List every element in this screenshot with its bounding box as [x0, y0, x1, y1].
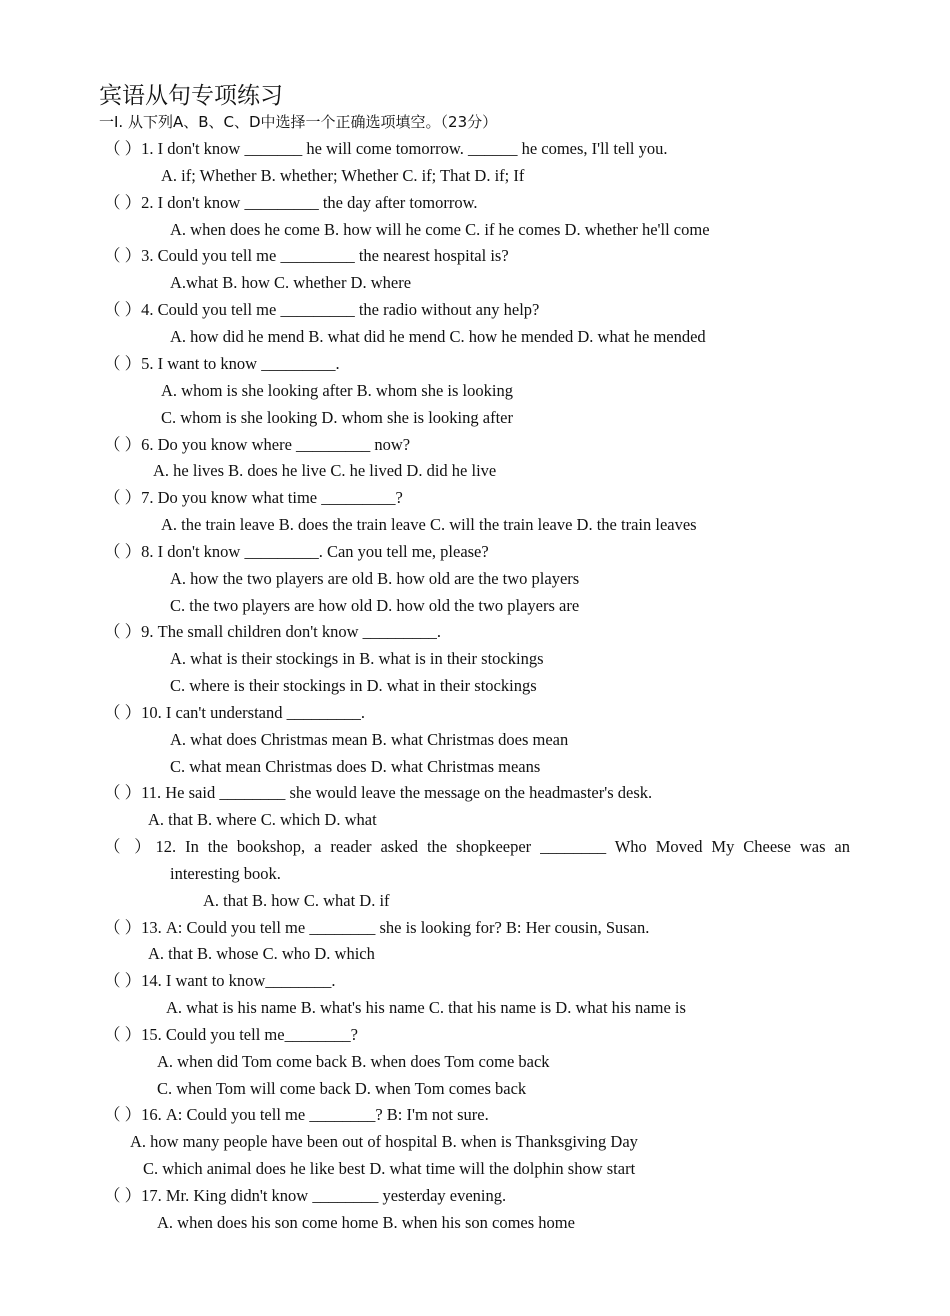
options-line: A. that B. whose C. who D. which [148, 944, 375, 963]
question-line: （ ）11. He said ________ she would leave the message on the headmaster's desk. [104, 783, 653, 802]
question-line: （ ）7. Do you know what time _________? [104, 488, 403, 507]
question-continuation: interesting book. [170, 864, 281, 883]
options-line: A.what B. how C. whether D. where [170, 273, 412, 292]
question-line: （ ）16. A: Could you tell me ________? B: I'm not sure. [104, 1105, 489, 1124]
question-line: （ ）9. The small children don't know _________. [104, 622, 442, 641]
options-line: A. he lives B. does he live C. he lived D. did he live [153, 461, 497, 480]
options-line: A. what is their stockings in B. what is in their stockings [170, 649, 544, 668]
question-line: （ ）6. Do you know where _________ now? [104, 435, 411, 454]
options-line: C. the two players are how old D. how old the two players are [170, 596, 580, 615]
options-line: C. which animal does he like best D. what time will the dolphin show start [143, 1159, 636, 1178]
question-line: （ ）17. Mr. King didn't know ________ yesterday evening. [104, 1186, 507, 1205]
options-line: C. when Tom will come back D. when Tom comes back [157, 1079, 527, 1098]
options-line: A. what is his name B. what's his name C. that his name is D. what his name is [166, 998, 686, 1017]
options-line: A. how many people have been out of hospital B. when is Thanksgiving Day [130, 1132, 638, 1151]
options-line: C. whom is she looking D. whom she is looking after [161, 408, 513, 427]
question-line: （ ）15. Could you tell me________? [104, 1025, 358, 1044]
options-line: A. the train leave B. does the train leave C. will the train leave D. the train leaves [161, 515, 697, 534]
question-line: （ ）13. A: Could you tell me ________ she is looking for? B: Her cousin, Susan. [104, 918, 650, 937]
question-line: （ ）8. I don't know _________. Can you tell me, please? [104, 542, 489, 561]
question-line: （ ）1. I don't know _______ he will come tomorrow. ______ he comes, I'll tell you. [104, 139, 668, 158]
section-heading: 一Ⅰ. 从下列A、B、C、D中选择一个正确选项填空。（23分） [99, 113, 498, 131]
options-line: A. if; Whether B. whether; Whether C. if; That D. if; If [161, 166, 525, 185]
question-line: （ ）14. I want to know________. [104, 971, 336, 990]
question-line: （ ）5. I want to know _________. [104, 354, 340, 373]
page-title: 宾语从句专项练习 [99, 83, 283, 108]
question-line: （ ）4. Could you tell me _________ the radio without any help? [104, 300, 540, 319]
options-line: A. when does he come B. how will he come C. if he comes D. whether he'll come [170, 220, 710, 239]
options-line: A. what does Christmas mean B. what Christmas does mean [170, 730, 569, 749]
options-line: A. how the two players are old B. how old are the two players [170, 569, 580, 588]
question-line: （ ）12. In the bookshop, a reader asked the shopkeeper ________ Who Moved My Cheese was an [104, 837, 850, 856]
options-line: A. whom is she looking after B. whom she is looking [161, 381, 513, 400]
options-line: A. how did he mend B. what did he mend C. how he mended D. what he mended [170, 327, 706, 346]
options-line: A. when does his son come home B. when his son comes home [157, 1213, 575, 1232]
question-line: （ ）2. I don't know _________ the day after tomorrow. [104, 193, 478, 212]
options-line: C. where is their stockings in D. what in their stockings [170, 676, 537, 695]
options-line: A. when did Tom come back B. when does Tom come back [157, 1052, 550, 1071]
question-line: （ ）3. Could you tell me _________ the nearest hospital is? [104, 246, 509, 265]
options-line: A. that B. where C. which D. what [148, 810, 377, 829]
question-line: （ ）10. I can't understand _________. [104, 703, 365, 722]
options-line: C. what mean Christmas does D. what Christmas means [170, 757, 541, 776]
options-line: A. that B. how C. what D. if [203, 891, 390, 910]
